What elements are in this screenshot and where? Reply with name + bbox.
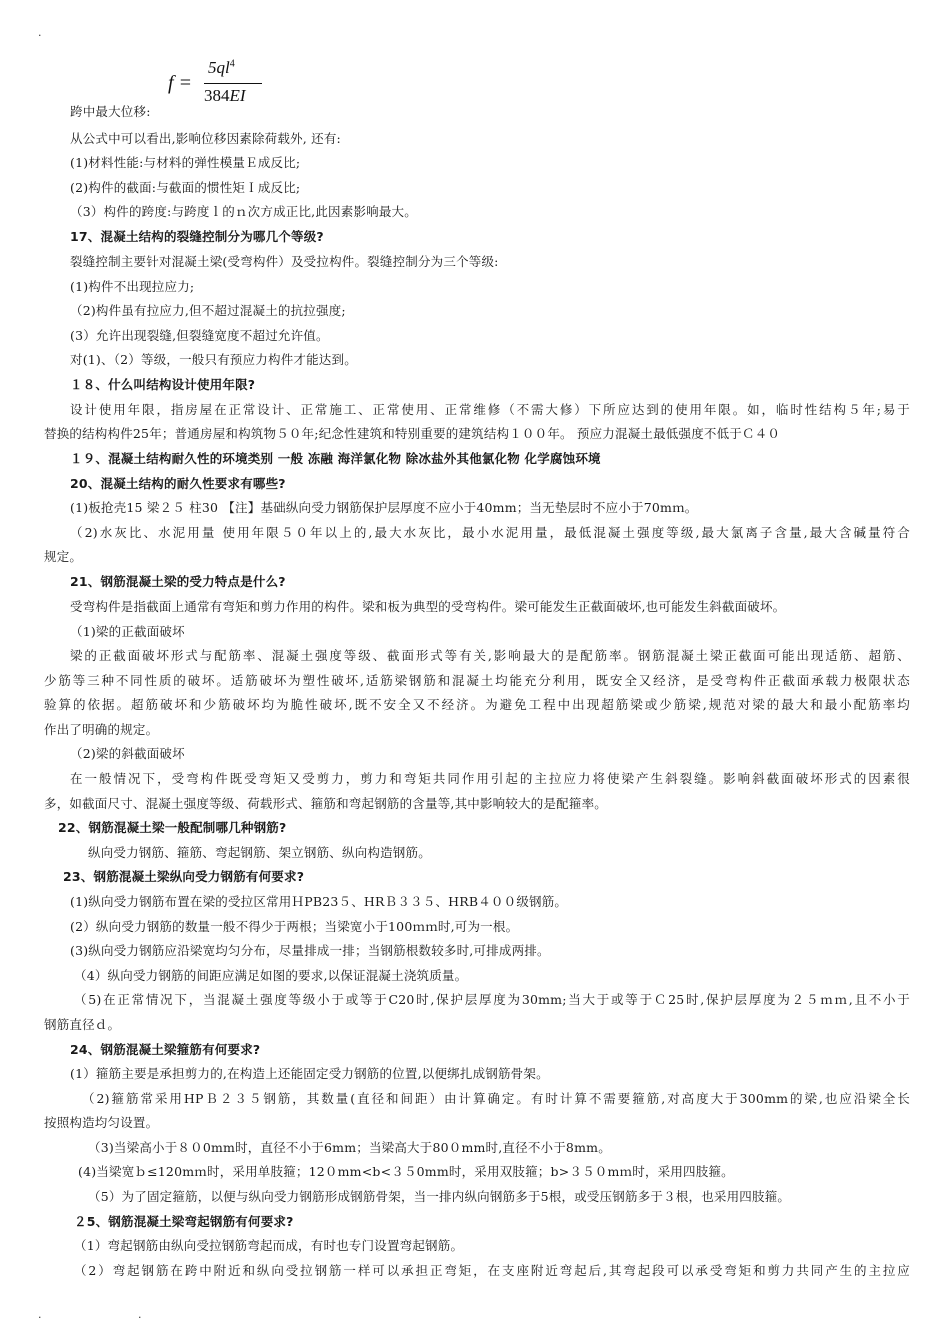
text-line: (2)构件的截面:与截面的惯性矩Ｉ成反比; <box>70 180 301 195</box>
text-line: 按照构造均匀设置。 <box>44 1115 159 1130</box>
section-heading: 23、钢筋混凝土梁纵向受力钢筋有何要求? <box>63 869 305 884</box>
text-line: （2)构件虽有拉应力,但不超过混凝土的抗拉强度; <box>70 303 346 318</box>
text-line: 受弯构件是指截面上通常有弯矩和剪力作用的构件。梁和板为典型的受弯构件。梁可能发生正截面破坏,也可能发生斜截面破坏。 <box>70 599 786 614</box>
section-heading: １８、什么叫结构设计使用年限? <box>70 377 256 392</box>
text-line: （2）弯起钢筋在跨中附近和纵向受拉钢筋一样可以承担正弯矩，在支座附近弯起后,其弯起段可以承受弯矩和剪力共同产生的主拉应 <box>74 1263 910 1278</box>
text-line: 裂缝控制主要针对混凝土梁(受弯构件）及受拉构件。裂缝控制分为三个等级: <box>70 254 499 269</box>
text-line: （2)水灰比、水泥用量 使用年限５０年以上的,最大水灰比，最小水泥用量，最低混凝土强度等级,最大氯离子含量,最大含碱量符合 <box>70 525 910 540</box>
margin-dot: . <box>38 26 42 39</box>
text-line: 纵向受力钢筋、箍筋、弯起钢筋、架立钢筋、纵向构造钢筋。 <box>88 845 431 860</box>
text-line: （4）纵向受力钢筋的间距应满足如图的要求,以保证混凝土浇筑质量。 <box>74 968 468 983</box>
formula-denominator: 384EI <box>204 86 246 105</box>
section-heading: １９、混凝土结构耐久性的环境类别 一般 冻融 海洋氯化物 除冰盐外其他氯化物 化学腐蚀环境 <box>70 451 601 466</box>
text-line: 多，如截面尺寸、混凝土强度等级、荷载形式、箍筋和弯起钢筋的含量等,其中影响较大的是配箍率。 <box>44 796 607 811</box>
text-line: (3)纵向受力钢筋应沿梁宽均匀分布，尽量排成一排；当钢筋根数较多时,可排成两排。 <box>70 943 550 958</box>
text-line: (3）允许出现裂缝,但裂缝宽度不超过允许值。 <box>70 328 329 343</box>
text-line: （3)当梁高小于８０0mm时，直径不小于6mm；当梁高大于80０mm时,直径不小于8mm。 <box>88 1140 611 1155</box>
formula-lhs: f = <box>168 72 193 94</box>
text-line: 钢筋直径ｄ。 <box>44 1017 121 1032</box>
text-line: (4)当梁宽ｂ≤120mｍ时，采用单肢箍；12０mm<b<３５0mm时，采用双肢箍；b>３５０mｍ时，采用四肢箍。 <box>78 1164 734 1179</box>
formula-fraction-bar <box>204 83 262 84</box>
text-line: 验算的依据。超筋破坏和少筋破坏均为脆性破坏,既不安全又不经济。为避免工程中出现超筋梁或少筋梁,规范对梁的最大和最小配筋率均 <box>44 697 910 712</box>
text-line: （2)梁的斜截面破坏 <box>70 746 185 761</box>
section-heading: 17、混凝土结构的裂缝控制分为哪几个等级? <box>70 229 324 244</box>
margin-dot: . <box>38 1308 42 1321</box>
text-line: （2)箍筋常采用HPＢ２３５钢筋，其数量(直径和间距）由计算确定。有时计算不需要箍筋,对高度大于300mm的梁,也应沿梁全长 <box>82 1091 910 1106</box>
section-heading: ２5、钢筋混凝土梁弯起钢筋有何要求? <box>74 1214 294 1229</box>
text-line: 设计使用年限，指房屋在正常设计、正常施工、正常使用、正常维修（不需大修）下所应达到的使用年限。如，临时性结构５年;易于 <box>70 402 910 417</box>
text-line: （3）构件的跨度:与跨度ｌ的ｎ次方成正比,此因素影响最大。 <box>70 204 417 219</box>
text-line: 替换的结构构件25年；普通房屋和构筑物５０年;纪念性建筑和特别重要的建筑结构１００年。 预应力混凝土最低强度不低于Ｃ４０ <box>44 426 781 441</box>
text-line: （1）弯起钢筋由纵向受拉钢筋弯起而成，有时也专门设置弯起钢筋。 <box>74 1238 464 1253</box>
text-line: 对(1)、（2）等级，一般只有预应力构件才能达到。 <box>70 352 357 367</box>
text-line: 作出了明确的规定。 <box>44 722 159 737</box>
text-line: (1）箍筋主要是承担剪力的,在构造上还能固定受力钢筋的位置,以便绑扎成钢筋骨架。 <box>70 1066 549 1081</box>
text-line: 少筋等三种不同性质的破坏。适筋破坏为塑性破坏,适筋梁钢筋和混凝土均能充分利用，既安全又经济，是受弯构件正截面承载力极限状态 <box>44 673 910 688</box>
text-line: 跨中最大位移: <box>70 104 151 119</box>
text-line: （5)在正常情况下，当混凝土强度等级小于或等于C20时,保护层厚度为30mm;当大于或等于Ｃ25时,保护层厚度为２５ｍｍ,且不小于 <box>74 992 910 1007</box>
text-line: （5）为了固定箍筋，以便与纵向受力钢筋形成钢筋骨架，当一排内纵向钢筋多于5根，或受压钢筋多于３根，也采用四肢箍。 <box>88 1189 791 1204</box>
text-line: (1)纵向受力钢筋布置在梁的受拉区常用ＨPB23５、HRＢ３３５、HRB４００级钢筋。 <box>70 894 568 909</box>
section-heading: 20、混凝土结构的耐久性要求有哪些? <box>70 476 286 491</box>
section-heading: 22、钢筋混凝土梁一般配制哪几种钢筋? <box>58 820 287 835</box>
text-line: 规定。 <box>44 549 83 564</box>
text-line: (1)板抢壳15 梁２５ 柱30 【注】基础纵向受力钢筋保护层厚度不应小于40mm；当无垫层时不应小于70mｍ。 <box>70 500 698 515</box>
formula-numerator: $5ql^4$ <box>208 58 235 77</box>
text-line: (1)构件不出现拉应力; <box>70 279 195 294</box>
text-line: 梁的正截面破坏形式与配筋率、混凝土强度等级、截面形式等有关,影响最大的是配筋率。钢筋混凝土梁正截面可能出现适筋、超筋、 <box>70 648 910 663</box>
margin-dot: . <box>138 1308 142 1321</box>
text-line: (1)材料性能:与材料的弹性模量Ｅ成反比; <box>70 155 301 170</box>
text-line: 在一般情况下，受弯构件既受弯矩又受剪力，剪力和弯矩共同作用引起的主拉应力将使梁产生斜裂缝。影响斜截面破坏形式的因素很 <box>70 771 910 786</box>
section-heading: 24、钢筋混凝土梁箍筋有何要求? <box>70 1042 261 1057</box>
deflection-formula <box>168 58 278 108</box>
section-heading: 21、钢筋混凝土梁的受力特点是什么? <box>70 574 286 589</box>
text-line: （1)梁的正截面破坏 <box>70 624 185 639</box>
text-line: (2）纵向受力钢筋的数量一般不得少于两根；当梁宽小于100ｍｍ时,可为一根。 <box>70 919 519 934</box>
text-line: 从公式中可以看出,影响位移因素除荷载外, 还有: <box>70 131 341 146</box>
